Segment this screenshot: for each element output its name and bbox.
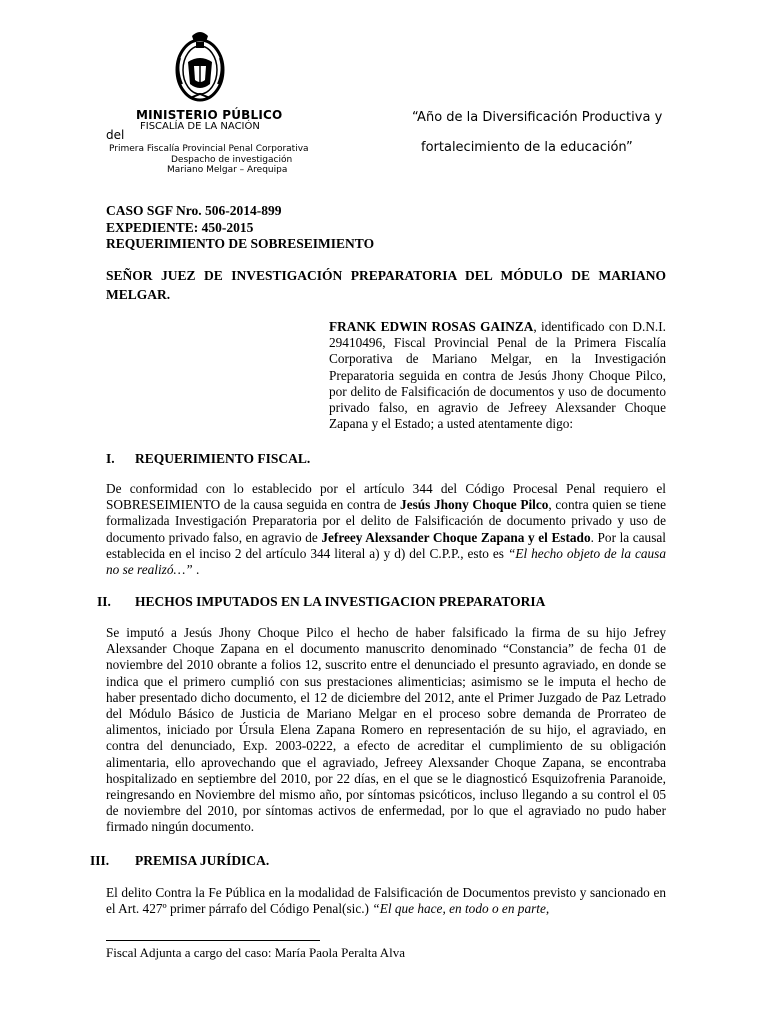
section-2-paragraph: Se imputó a Jesús Jhony Choque Pilco el hecho de haber falsificado la firma de su hijo Jefrey Alexsander Choque Zapana en el documento manuscrito denominado “Constancia” de fecha 01 de noviembre del 2010 obrante a folios 12, suscrito entre el denunciado el presunto agraviado, en donde se indica que el primero cumplió con sus prestaciones alimenticias; asimismo se le imputa el hecho de haber presentado dicho documento, el 12 de diciembre del 2012, ante el Primer Juzgado de Paz Letrado del Módulo Básico de Justicia de Mariano Melgar en el proceso sobre demanda de Prorrateo de alimentos, iniciado por Úrsula Elena Zapana Romero en representación de su hijo, el agraviado, en contra del denunciado, Exp. 2003-0222, a efecto de acreditar el cumplimiento de su obligación alimentaria, ello aprovechando que el agraviado, Jefreey Alexsander Choque Zapana, se encontraba hospitalizado en septiembre del 2010, por 22 días, en el que se le diagnosticó Esquizofrenia Paranoide, reingresando en Noviembre del mismo año, por síntomas psicóticos, incluso llegando a su control el 05 de noviembre del 2010, por síntomas activos de enfermedad, por lo que el agraviado no pudo haber firmado ningún documento. [106,625,666,835]
section-3-number: III. [90,853,110,868]
section-1-text-b: , contra quien se tiene formalizada Investigación Preparatoria por el delito de Falsificación de documento privado y uso de documento privado falso, en agravio de [106,497,667,545]
aggrieved-name: Jefreey Alexsander Choque Zapana y el Estado [321,529,591,545]
intro-paragraph [329,319,666,432]
section-3-title: PREMISA JURÍDICA. [135,853,270,868]
ministry-name: MINISTERIO PÚBLICO [136,108,283,122]
section-3-text: El delito Contra la Fe Pública en la modalidad de Falsificación de Documentos previsto y sancionado en el Art. 427º primer párrafo del Código Penal(sic.) [106,885,666,917]
accused-name: Jesús Jhony Choque Pilco [400,497,549,513]
section-3-paragraph [106,885,666,917]
addressee-line-1: SEÑOR JUEZ DE INVESTIGACIÓN PREPARATORIA DEL MÓDULO DE MARIANO [106,268,666,283]
section-3-quote: “El que hace, en todo o en parte, [372,901,550,917]
footnote-separator [106,940,320,941]
case-header [106,203,374,253]
section-1-number: I. [106,451,115,466]
section-2-title: HECHOS IMPUTADOS EN LA INVESTIGACION PREPARATORIA [135,594,546,609]
section-1-text-a: De conformidad con lo establecido por el artículo 344 del Código Procesal Penal requiero el SOBRESEIMIENTO de la causa seguida en contra de [106,481,666,513]
section-1-paragraph [106,481,666,578]
expediente: EXPEDIENTE: 450-2015 [106,219,254,235]
intro-text: , identificado con D.N.I. 29410496, Fiscal Provincial Penal de la Primera Fiscalía Corporativa de Mariano Melgar, en la Investigación Preparatoria seguida en contra de Jesús Jhony Choque Pilco, por delito de Falsificación de documentos y uso de documento privado falso, en agravio de Jefreey Alexsander Choque Zapana y el Estado; a usted atentamente digo: [329,319,666,432]
case-number: CASO SGF Nro. 506-2014-899 [106,203,282,218]
del-label: del [106,128,125,142]
office-line-3: Mariano Melgar – Arequipa [167,165,288,175]
office-line-2: Despacho de investigación [171,155,293,165]
addressee-line-2: MELGAR. [106,287,171,302]
coat-of-arms-icon [172,28,228,104]
motto-line-1: “Año de la Diversificación Productiva y [412,110,663,125]
section-1-text-c: . Por la causal establecida en el inciso 2 del artículo 344 literal a) y d) del C.P.P., esto es [106,529,666,561]
section-1-text-d: . [192,562,200,578]
fiscalia-name: FISCALÍA DE LA NACIÓN [140,121,260,132]
footnote: Fiscal Adjunta a cargo del caso: María Paola Peralta Alva [106,945,406,960]
motto-line-2: fortalecimiento de la educación” [421,140,633,155]
prosecutor-name: FRANK EDWIN ROSAS GAINZA [329,319,534,334]
section-2-number: II. [97,594,111,609]
office-line-1: Primera Fiscalía Provincial Penal Corporativa [109,144,309,154]
section-1-title: REQUERIMIENTO FISCAL. [135,451,311,466]
section-1-quote: “El hecho objeto de la causa no se realizó…” [106,545,666,578]
document-type: REQUERIMIENTO DE SOBRESEIMIENTO [106,236,375,251]
